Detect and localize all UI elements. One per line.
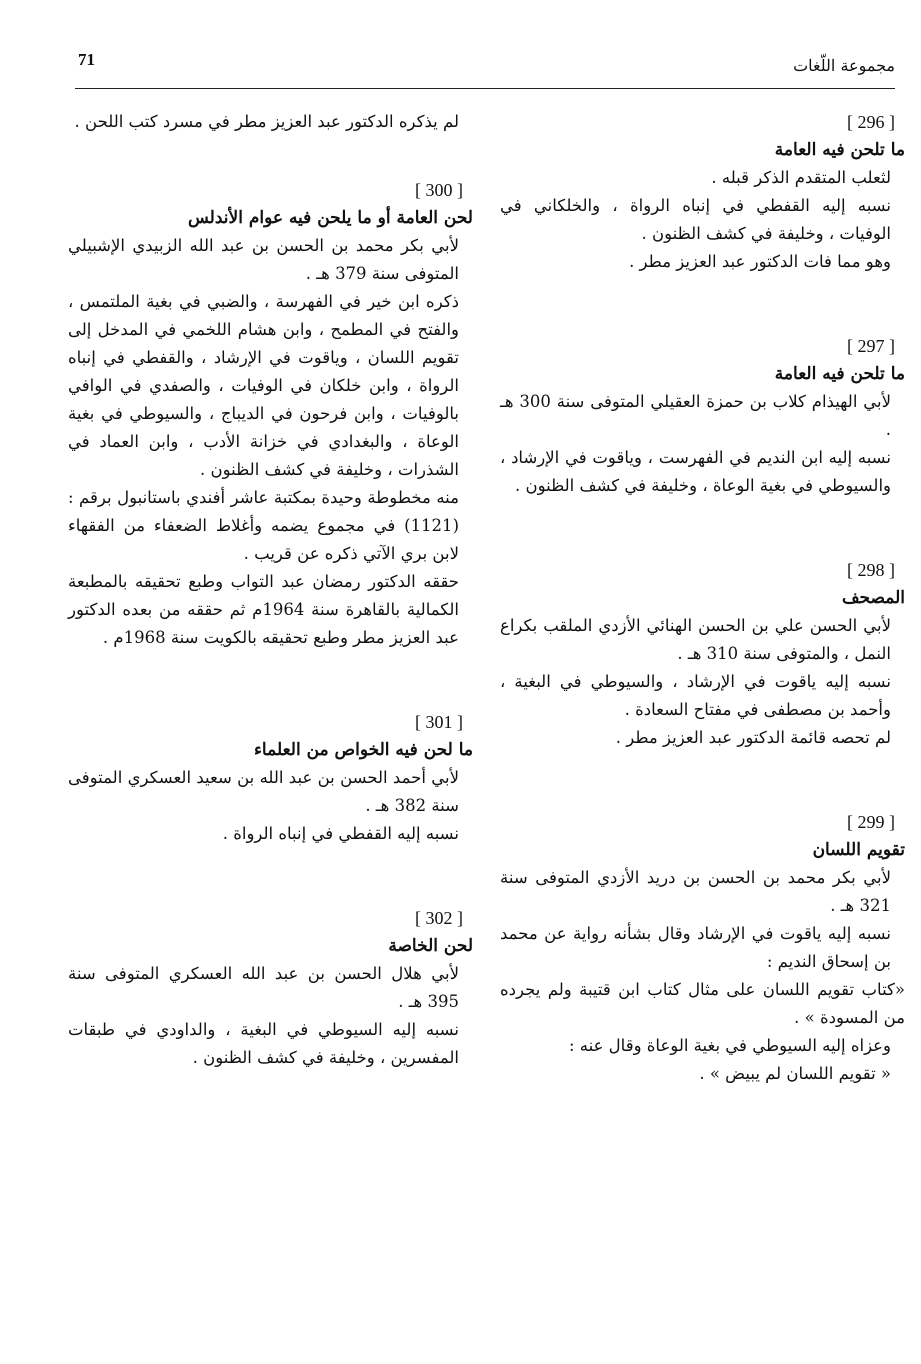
entry-paragraph: لأبي بكر محمد بن الحسن بن عبد الله الزبيدي الإشبيلي المتوفى سنة 379 هـ . bbox=[68, 236, 459, 283]
entry-title: ما لحن فيه الخواص من العلماء bbox=[253, 740, 473, 760]
running-title: مجموعة اللّغات bbox=[793, 56, 895, 75]
entry-title: لحن العامة أو ما يلحن فيه عوام الأندلس bbox=[188, 208, 473, 228]
entry-quote: «كتاب تقويم اللسان على مثال كتاب ابن قتيبة ولم يجرده من المسودة » . bbox=[500, 980, 905, 1027]
left-column bbox=[68, 108, 473, 1128]
entry-title: ما تلحن فيه العامة bbox=[774, 364, 905, 384]
entry-number: [ 302 ] bbox=[415, 908, 463, 928]
entry-300 bbox=[68, 176, 473, 652]
entry-302 bbox=[68, 904, 473, 1072]
entry-title: ما تلحن فيه العامة bbox=[774, 140, 905, 160]
entry-298 bbox=[500, 556, 905, 752]
entry-296 bbox=[500, 108, 905, 276]
page-header bbox=[75, 50, 895, 89]
continuation-paragraph: لم يذكره الدكتور عبد العزيز مطر في مسرد كتب اللحن . bbox=[74, 112, 459, 131]
entry-paragraph: لم تحصه قائمة الدكتور عبد العزيز مطر . bbox=[615, 728, 891, 747]
entry-number: [ 301 ] bbox=[415, 712, 463, 732]
entry-paragraph: وهو مما فات الدكتور عبد العزيز مطر . bbox=[629, 252, 891, 271]
entry-paragraph: لثعلب المتقدم الذكر قبله . bbox=[711, 168, 891, 187]
entry-299 bbox=[500, 808, 905, 1088]
entry-paragraph: وعزاه إليه السيوطي في بغية الوعاة وقال عنه : bbox=[568, 1036, 891, 1055]
entry-paragraph: لأبي أحمد الحسن بن عبد الله بن سعيد العسكري المتوفى سنة 382 هـ . bbox=[68, 768, 459, 815]
entry-paragraph: نسبه إليه ياقوت في الإرشاد ، والسيوطي في البغية ، وأحمد بن مصطفى في مفتاح السعادة . bbox=[500, 672, 891, 719]
entry-title: لحن الخاصة bbox=[388, 936, 473, 956]
entry-number: [ 298 ] bbox=[847, 560, 895, 580]
entry-paragraph: نسبه إليه القفطي في إنباه الرواة ، والخلكاني في الوفيات ، وخليفة في كشف الظنون . bbox=[500, 196, 891, 243]
entry-paragraph: لأبي الحسن علي بن الحسن الهنائي الأزدي الملقب بكراع النمل ، والمتوفى سنة 310 هـ . bbox=[500, 616, 891, 663]
entry-paragraph: لأبي الهيذام كلاب بن حمزة العقيلي المتوفى سنة 300 هـ . bbox=[500, 392, 891, 439]
continuation-block bbox=[68, 108, 473, 136]
entry-paragraph: نسبه إليه ياقوت في الإرشاد وقال بشأنه رواية عن محمد بن إسحاق النديم : bbox=[500, 924, 891, 971]
entry-paragraph: نسبه إليه القفطي في إنباه الرواة . bbox=[222, 824, 459, 843]
entry-number: [ 299 ] bbox=[847, 812, 895, 832]
entry-title: المصحف bbox=[841, 588, 905, 608]
entry-number: [ 297 ] bbox=[847, 336, 895, 356]
entry-paragraph: نسبه إليه السيوطي في البغية ، والداودي في طبقات المفسرين ، وخليفة في كشف الظنون . bbox=[68, 1020, 459, 1067]
entry-297 bbox=[500, 332, 905, 500]
entry-301 bbox=[68, 708, 473, 848]
page-number: 71 bbox=[78, 50, 95, 69]
entry-paragraph: لأبي بكر محمد بن الحسن بن دريد الأزدي المتوفى سنة 321 هـ . bbox=[500, 868, 891, 915]
entry-quote: « تقويم اللسان لم يبيض » . bbox=[699, 1064, 891, 1083]
right-column bbox=[500, 108, 905, 1144]
entry-paragraph: نسبه إليه ابن النديم في الفهرست ، وياقوت في الإرشاد ، والسيوطي في بغية الوعاة ، وخليفة في كشف الظنون . bbox=[500, 448, 891, 495]
entry-paragraph: حققه الدكتور رمضان عبد التواب وطبع تحقيقه بالمطبعة الكمالية بالقاهرة سنة 1964م ثم حققه من بعده الدكتور عبد العزيز مطر وطبع تحقيقه بالكويت سنة 1968م . bbox=[68, 572, 460, 647]
entry-paragraph: ذكره ابن خير في الفهرسة ، والضبي في بغية الملتمس ، والفتح في المطمح ، وابن هشام اللخمي في المدخل إلى تقويم اللسان ، وياقوت في الإرشاد ، والقفطي في إنباه الرواة ، وابن خلكان في الوفيات ، والصفدي في الوافي بالوفيات ، وابن فرحون في الديباج ، والسيوطي في بغية الوعاة ، والبغدادي في خزانة الأدب ، وابن العماد في الشذرات ، وخليفة في كشف الظنون . bbox=[68, 292, 459, 479]
entry-title: تقويم اللسان bbox=[812, 840, 905, 860]
entry-number: [ 296 ] bbox=[847, 112, 895, 132]
entry-paragraph: منه مخطوطة وحيدة بمكتبة عاشر أفندي باستانبول برقم : (1121) في مجموع يضمه وأغلاط الضعفاء من الفقهاء لابن بري الآتي ذكره عن قريب . bbox=[68, 488, 459, 563]
entry-paragraph: لأبي هلال الحسن بن عبد الله العسكري المتوفى سنة 395 هـ . bbox=[68, 964, 459, 1011]
entry-number: [ 300 ] bbox=[415, 180, 463, 200]
